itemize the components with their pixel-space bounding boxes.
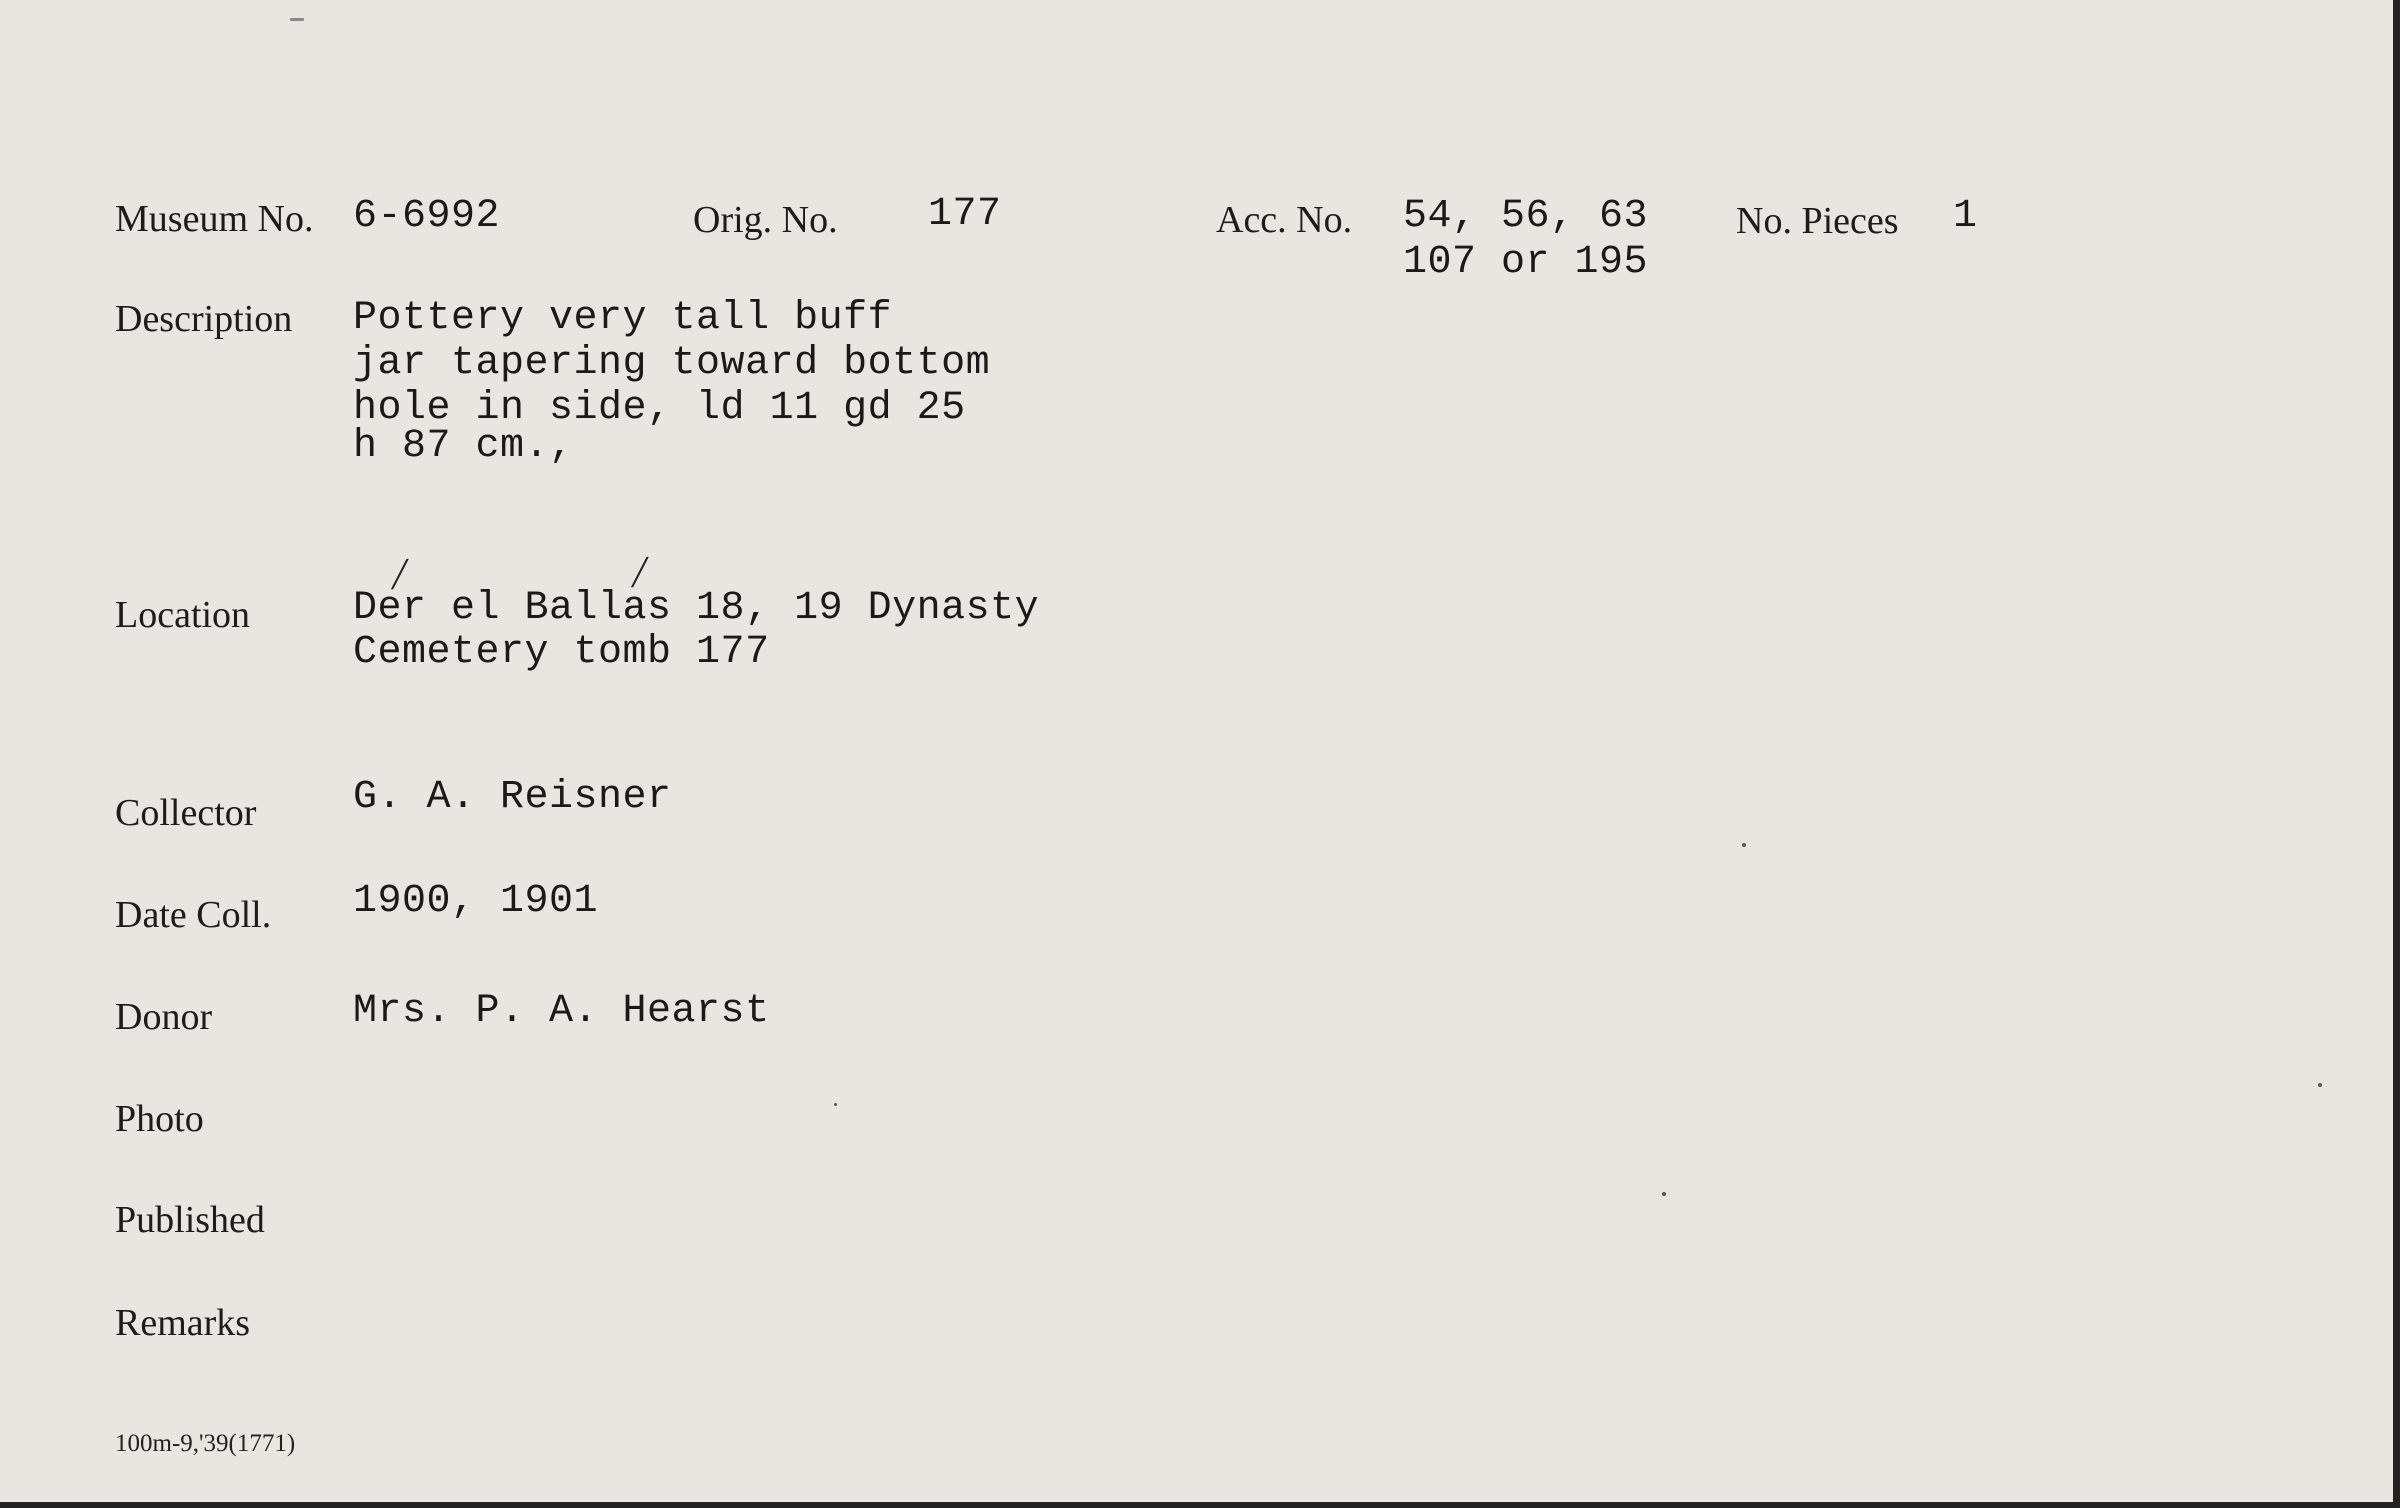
collector-label: Collector — [115, 792, 257, 834]
paper-speck — [2318, 1083, 2322, 1087]
accent-mark: ╱ — [632, 557, 648, 587]
museum-no-label: Museum No. — [115, 198, 314, 240]
photo-label: Photo — [115, 1098, 204, 1140]
date-coll-value: 1900, 1901 — [353, 879, 599, 924]
location-line-1: Der el Ballas 18, 19 Dynasty — [353, 586, 1040, 631]
description-line-1: Pottery very tall buff — [353, 296, 893, 341]
location-line-2: Cemetery tomb 177 — [353, 630, 770, 675]
collector-value: G. A. Reisner — [353, 775, 672, 820]
description-label: Description — [115, 298, 293, 340]
description-line-4: h 87 cm., — [353, 424, 574, 469]
print-code: 100m-9,'39(1771) — [115, 1430, 296, 1457]
paper-speck — [1742, 843, 1746, 847]
museum-no-value: 6-6992 — [353, 194, 501, 239]
donor-value: Mrs. P. A. Hearst — [353, 989, 770, 1034]
scan-edge-bottom — [0, 1502, 2400, 1508]
published-label: Published — [115, 1199, 265, 1241]
remarks-label: Remarks — [115, 1302, 251, 1344]
date-coll-label: Date Coll. — [115, 894, 272, 936]
orig-no-label: Orig. No. — [693, 199, 838, 241]
location-label: Location — [115, 594, 251, 636]
scan-edge-right — [2393, 0, 2400, 1508]
paper-speck — [1662, 1192, 1666, 1196]
description-line-3: hole in side, ld 11 gd 25 — [353, 386, 966, 431]
accent-mark: ╱ — [392, 559, 408, 589]
acc-no-value-line-1: 54, 56, 63 — [1403, 194, 1649, 239]
no-pieces-label: No. Pieces — [1736, 200, 1899, 242]
orig-no-value: 177 — [928, 192, 1002, 237]
paper-speck — [290, 18, 304, 21]
description-line-2: jar tapering toward bottom — [353, 341, 991, 386]
acc-no-label: Acc. No. — [1216, 199, 1353, 241]
donor-label: Donor — [115, 996, 213, 1038]
paper-speck — [834, 1103, 837, 1106]
acc-no-value-line-2: 107 or 195 — [1403, 240, 1649, 285]
no-pieces-value: 1 — [1953, 194, 1978, 239]
